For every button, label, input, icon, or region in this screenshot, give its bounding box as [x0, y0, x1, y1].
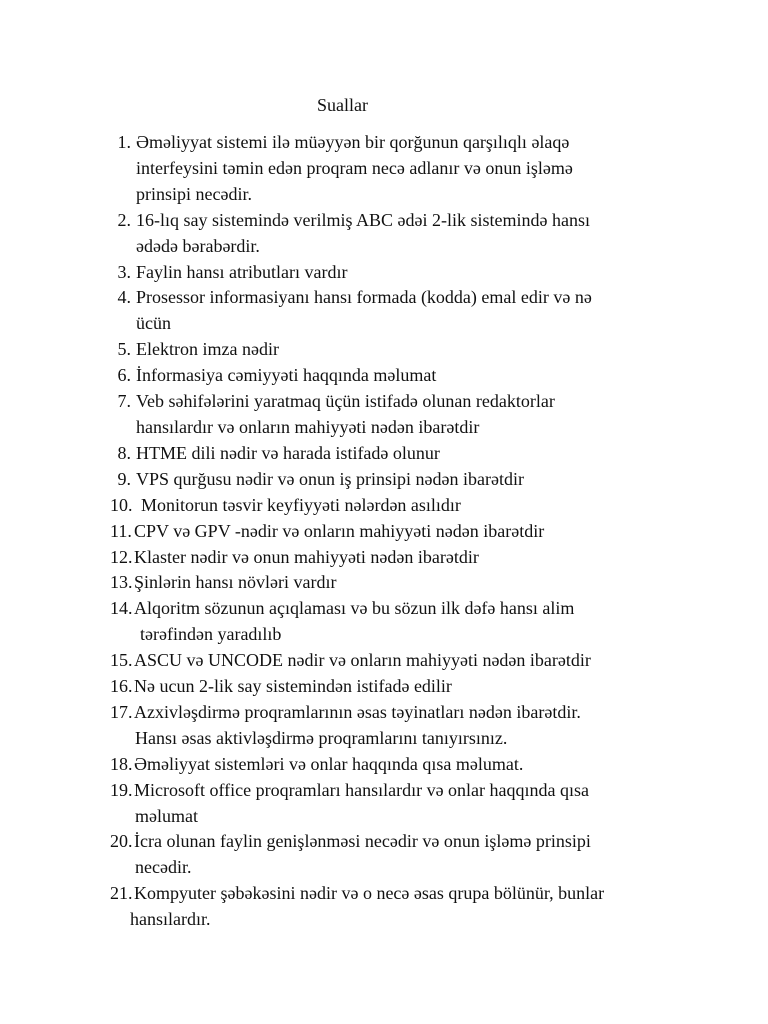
question-text [136, 260, 768, 286]
question-item [0, 389, 768, 441]
document-title: Suallar [317, 95, 368, 115]
question-text-line: Klaster nədir və onun mahiyyəti nədən ibarətdir [134, 546, 479, 567]
question-item [0, 752, 768, 778]
question-text-line: Şinlərin hansı növləri vardır [134, 572, 337, 593]
question-text-line: HTME dili nədir və harada istifadə olunur [136, 442, 440, 463]
question-text [136, 441, 768, 467]
question-number: 18. [110, 753, 133, 774]
question-number: 14. [110, 598, 133, 619]
question-number: 1. [117, 132, 131, 152]
question-number: 17. [110, 701, 133, 722]
question-number: 3. [117, 261, 131, 282]
question-item [0, 130, 768, 208]
question-text [134, 545, 768, 571]
question-text-line: Monitorun təsvir keyfiyyəti nələrdən asılıdır [141, 494, 461, 515]
question-text [134, 570, 768, 596]
question-text [134, 596, 768, 648]
question-item [0, 596, 768, 648]
question-item [0, 700, 768, 752]
question-number: 6. [117, 365, 131, 386]
question-text [136, 130, 768, 208]
question-text-line: ASCU və UNCODE nədir və onların mahiyyəti nədən ibarətdir [134, 650, 591, 671]
question-item [0, 881, 768, 933]
question-number: 20. [110, 831, 133, 852]
question-text [136, 467, 768, 493]
question-number: 9. [117, 468, 131, 489]
question-item [0, 674, 768, 700]
question-text-line: Nə ucun 2-lik say sistemindən istifadə edilir [134, 676, 452, 697]
question-text [141, 493, 768, 519]
question-text-line: Alqoritm sözunun açıqlaması və bu sözun ilk dəfə hansı alim [134, 598, 575, 619]
question-text-line: Əməliyyat sistemləri və onlar haqqında qısa məlumat. [134, 753, 524, 774]
question-text-line: Prosessor informasiyanı hansı formada (kodda) emal edir və nə [136, 287, 592, 308]
question-item [0, 648, 768, 674]
question-text-line: VPS qurğusu nədir və onun iş prinsipi nədən ibarətdir [136, 468, 524, 489]
question-number: 15. [110, 650, 133, 671]
question-text [134, 648, 768, 674]
question-item [0, 778, 768, 830]
question-text-line: Əməliyyat sistemi ilə müəyyən bir qorğunun qarşılıqlı əlaqə [136, 132, 570, 152]
question-text [134, 778, 768, 830]
question-number: 11. [110, 520, 132, 541]
question-item [0, 519, 768, 545]
question-text [134, 674, 768, 700]
question-text-line: interfeysini təmin edən proqram necə adlanır və onun işləmə [136, 157, 573, 178]
question-text-line: necədir. [135, 857, 192, 878]
question-text [134, 700, 768, 752]
question-text [130, 881, 768, 933]
question-number: 10. [110, 494, 133, 515]
question-text-line: ücün [136, 313, 171, 334]
question-list [0, 130, 768, 933]
question-text-line: hansılardır və onların mahiyyəti nədən ibarətdir [136, 416, 480, 437]
question-text [136, 337, 768, 363]
question-item [0, 285, 768, 337]
question-number: 19. [110, 779, 133, 800]
question-text-line: Faylin hansı atributları vardır [136, 261, 348, 282]
question-text-line: Microsoft office proqramları hansılardır və onlar haqqında qısa [134, 779, 590, 800]
question-text-line: 16-lıq say sistemində verilmiş ABC ədəi 2-lik sistemində hansı [136, 209, 590, 230]
question-item [0, 570, 768, 596]
question-text [134, 752, 768, 778]
question-text-line: Elektron imza nədir [136, 339, 279, 360]
question-item [0, 829, 768, 881]
question-text-line: hansılardır. [130, 909, 211, 930]
question-text [136, 208, 768, 260]
question-number: 7. [117, 391, 131, 412]
question-text-line: tərəfindən yaradılıb [140, 624, 282, 645]
question-number: 16. [110, 676, 133, 697]
question-text-line: Azxivləşdirmə proqramlarının əsas təyinatları nədən ibarətdir. [134, 701, 581, 722]
question-text [134, 519, 768, 545]
question-text [136, 285, 768, 337]
question-text-line: məlumat [135, 805, 198, 826]
question-text-line: Veb səhifələrini yaratmaq üçün istifadə olunan redaktorlar [136, 391, 555, 412]
question-text [136, 389, 768, 441]
question-text [136, 363, 768, 389]
question-item [0, 208, 768, 260]
question-text-line: Kompyuter şəbəkəsini nədir və o necə əsas qrupa bölünür, bunlar [134, 883, 605, 904]
question-text-line: prinsipi necədir. [136, 183, 252, 204]
question-item [0, 467, 768, 493]
question-text-line: ədədə bərabərdir. [136, 235, 260, 256]
question-text-line: Hansı əsas aktivləşdirmə proqramlarını tanıyırsınız. [135, 727, 508, 748]
question-text [134, 829, 768, 881]
question-text-line: İcra olunan faylin genişlənməsi necədir və onun işləmə prinsipi [134, 831, 591, 852]
question-number: 12. [110, 546, 133, 567]
question-text-line: CPV və GPV -nədir və onların mahiyyəti nədən ibarətdir [134, 520, 545, 541]
question-text-line: İnformasiya cəmiyyəti haqqında məlumat [136, 365, 437, 386]
question-item [0, 337, 768, 363]
question-item [0, 493, 768, 519]
question-item [0, 260, 768, 286]
question-number: 21. [110, 883, 133, 904]
question-number: 2. [117, 209, 131, 230]
question-number: 4. [117, 287, 131, 308]
question-item [0, 363, 768, 389]
question-item [0, 441, 768, 467]
question-number: 13. [110, 572, 133, 593]
question-number: 8. [117, 442, 131, 463]
question-number: 5. [117, 339, 131, 360]
question-item [0, 545, 768, 571]
